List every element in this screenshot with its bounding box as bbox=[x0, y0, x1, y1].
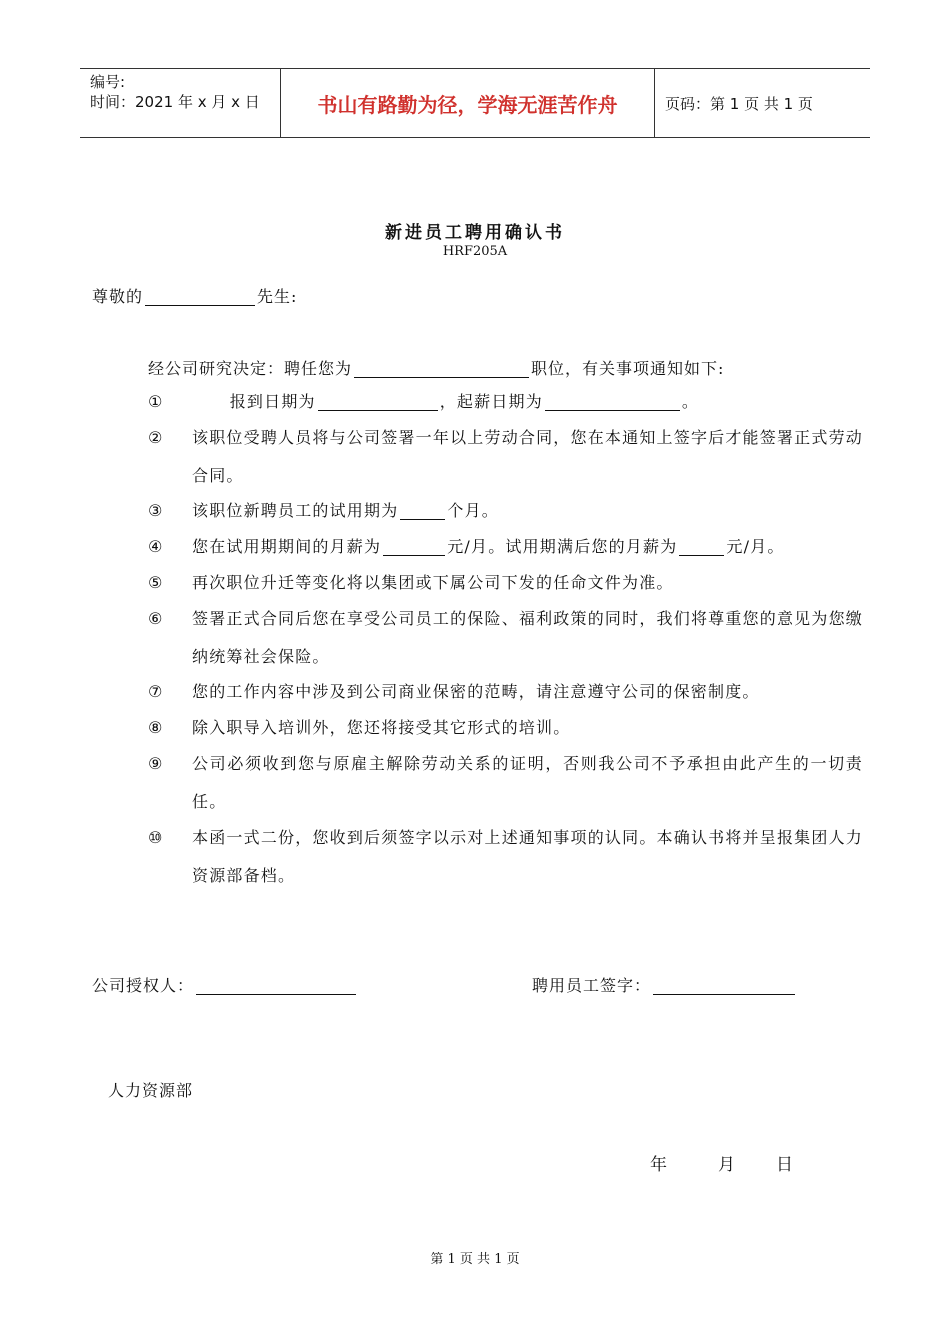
item-text: ，起薪日期为 bbox=[439, 392, 543, 411]
probation-salary-blank[interactable] bbox=[383, 537, 445, 556]
item-text: 本函一式二份，您收到后须签字以示对上述通知事项的认同。本确认书将并呈报集团人力资源部备档。 bbox=[192, 828, 863, 885]
item-number: ⑥ bbox=[148, 609, 163, 628]
intro-prefix: 经公司研究决定：聘任您为 bbox=[148, 359, 353, 378]
item-number: ⑤ bbox=[148, 573, 163, 592]
item-text: 再次职位升迁等变化将以集团或下属公司下发的任命文件为准。 bbox=[192, 573, 674, 592]
item-number: ⑩ bbox=[148, 828, 163, 847]
item-text: 元/月。试用期满后您的月薪为 bbox=[447, 537, 678, 556]
item-text: 签署正式合同后您在享受公司员工的保险、福利政策的同时，我们将尊重您的意见为您缴纳统筹社会保险。 bbox=[192, 609, 863, 666]
item-text: 该职位受聘人员将与公司签署一年以上劳动合同，您在本通知上签字后才能签署正式劳动合同。 bbox=[192, 428, 863, 485]
item-number: ⑨ bbox=[148, 754, 163, 773]
name-blank[interactable] bbox=[145, 287, 255, 306]
date-day: 日 bbox=[776, 1155, 793, 1175]
list-item bbox=[148, 383, 863, 421]
item-text: 该职位新聘员工的试用期为 bbox=[192, 501, 399, 520]
regular-salary-blank[interactable] bbox=[679, 537, 724, 556]
list-item bbox=[148, 419, 863, 495]
header-meta bbox=[80, 69, 280, 137]
list-item bbox=[148, 709, 863, 747]
report-date-blank[interactable] bbox=[318, 392, 438, 411]
item-number: ⑦ bbox=[148, 682, 163, 701]
number-label: 编号: bbox=[90, 73, 126, 91]
item-text: 除入职导入培训外，您还将接受其它形式的培训。 bbox=[192, 718, 571, 737]
list-item bbox=[148, 673, 863, 711]
item-number: ② bbox=[148, 428, 163, 447]
item-text: 。 bbox=[681, 392, 700, 411]
item-text: 元/月。 bbox=[726, 537, 785, 556]
employee-signature-blank[interactable] bbox=[653, 976, 795, 995]
salutation-suffix: 先生: bbox=[257, 287, 298, 306]
document-header bbox=[80, 68, 870, 138]
list-item bbox=[148, 600, 863, 676]
position-blank[interactable] bbox=[354, 359, 529, 378]
employee-sign-label: 聘用员工签字： bbox=[532, 976, 652, 995]
document-code: HRF205A bbox=[442, 244, 508, 259]
item-number: ① bbox=[148, 392, 163, 411]
document-title: 新进员工聘用确认书 bbox=[385, 223, 565, 243]
item-number: ④ bbox=[148, 537, 163, 556]
header-motto: 书山有路勤为径，学海无涯苦作舟 bbox=[280, 69, 655, 137]
item-text: 您的工作内容中涉及到公司商业保密的范畴，请注意遵守公司的保密制度。 bbox=[192, 682, 760, 701]
authorizer-signature bbox=[92, 973, 358, 996]
page-footer: 第 1 页 共 1 页 bbox=[430, 1252, 520, 1267]
salutation-prefix: 尊敬的 bbox=[92, 287, 144, 306]
date-month: 月 bbox=[718, 1155, 735, 1175]
header-page-info: 页码：第 1 页 共 1 页 bbox=[665, 94, 813, 113]
probation-months-blank[interactable] bbox=[400, 501, 445, 520]
item-text: 报到日期为 bbox=[192, 392, 316, 411]
employee-signature bbox=[532, 973, 797, 996]
department-name: 人力资源部 bbox=[108, 1081, 194, 1100]
list-item bbox=[148, 745, 863, 821]
authorizer-signature-blank[interactable] bbox=[196, 976, 356, 995]
list-item bbox=[148, 528, 863, 566]
item-number: ⑧ bbox=[148, 718, 163, 737]
list-item bbox=[148, 819, 863, 895]
item-text: 个月。 bbox=[447, 501, 500, 520]
list-item bbox=[148, 492, 863, 530]
time-label: 时间：2021 年 x 月 x 日 bbox=[90, 93, 260, 111]
item-text: 您在试用期期间的月薪为 bbox=[192, 537, 382, 556]
intro-suffix: 职位，有关事项通知如下: bbox=[531, 359, 725, 378]
salutation bbox=[92, 284, 297, 307]
item-text: 公司必须收到您与原雇主解除劳动关系的证明，否则我公司不予承担由此产生的一切责任。 bbox=[192, 754, 863, 811]
authorizer-label: 公司授权人： bbox=[92, 976, 195, 995]
item-number: ③ bbox=[148, 501, 163, 520]
salary-start-date-blank[interactable] bbox=[545, 392, 680, 411]
date-year: 年 bbox=[650, 1155, 667, 1175]
list-item bbox=[148, 564, 863, 602]
intro-line bbox=[148, 356, 724, 379]
